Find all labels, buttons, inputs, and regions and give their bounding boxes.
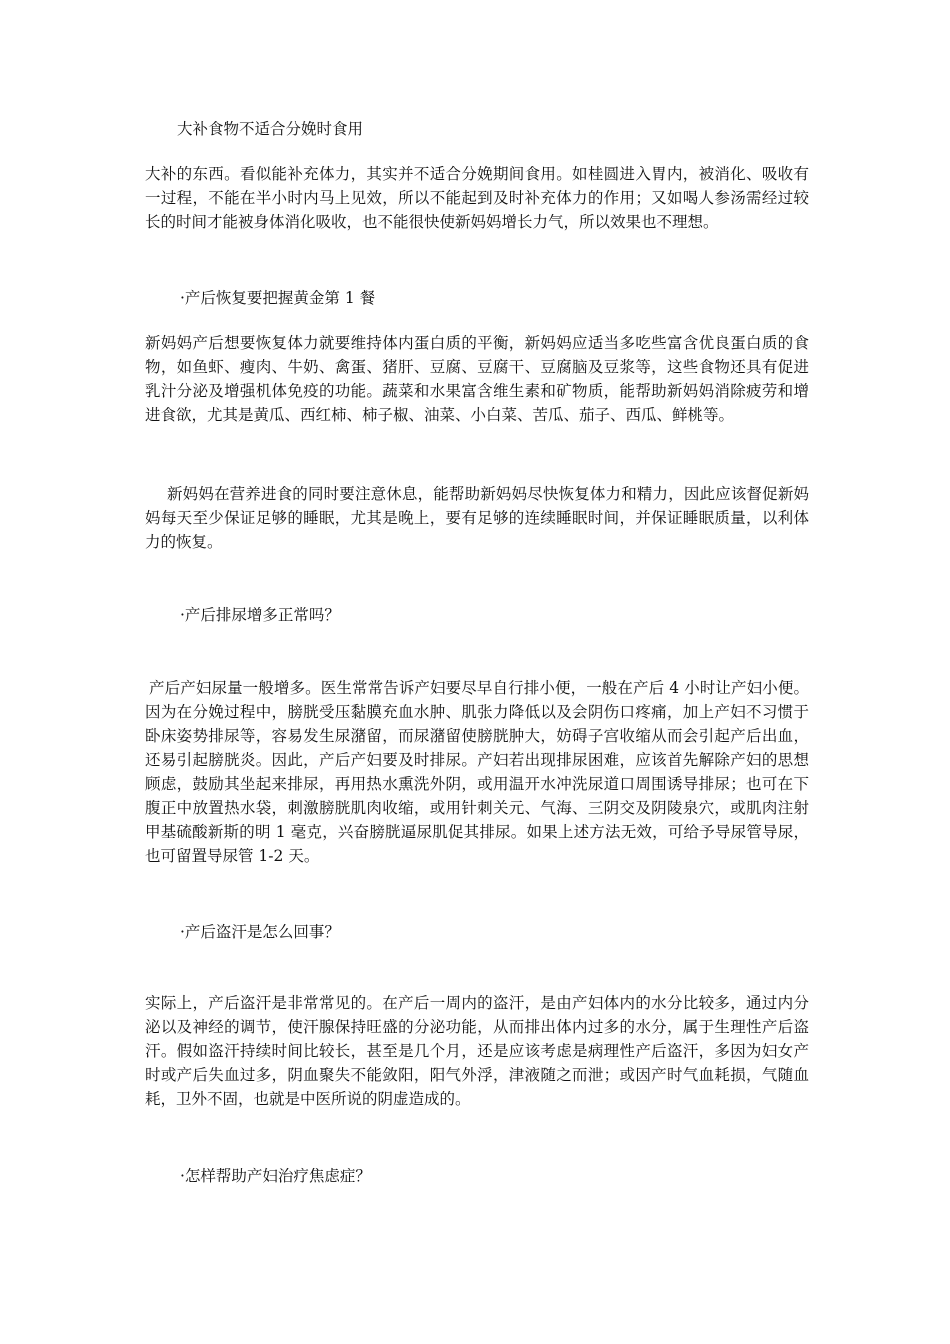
section-heading-first-meal: ·产后恢复要把握黄金第 1 餐: [180, 289, 376, 307]
paragraph-urination: 产后产妇尿量一般增多。医生常常告诉产妇要尽早自行排小便，一般在产后 4 小时让产妇小便。因为在分娩过程中，膀胱受压黏膜充血水肿、肌张力降低以及会阴伤口疼痛，加上产妇不习惯于卧床姿势排尿等，容易发生尿潴留，而尿潴留使膀胱肿大，妨碍子宫收缩从而会引起产后出血，还易引起膀胱炎。因此，产后产妇要及时排尿。产妇若出现排尿困难，应该首先解除产妇的思想顾虑，鼓励其坐起来排尿，再用热水熏洗外阴，或用温开水冲洗尿道口周围诱导排尿；也可在下腹正中放置热水袋，刺激膀胱肌肉收缩，或用针刺关元、气海、三阴交及阴陵泉穴，或肌肉注射甲基硫酸新斯的明 1 毫克，兴奋膀胱逼尿肌促其排尿。如果上述方法无效，可给予导尿管导尿，也可留置导尿管 1-2 天。: [145, 679, 809, 865]
section-heading-anxiety: ·怎样帮助产妇治疗焦虑症？: [180, 1167, 371, 1185]
paragraph-first-meal-rest: 新妈妈在营养进食的同时要注意休息，能帮助新妈妈尽快恢复体力和精力，因此应该督促新妈妈每天至少保证足够的睡眠，尤其是晚上，要有足够的连续睡眠时间，并保证睡眠质量，以利体力的恢复。: [145, 485, 809, 551]
section-heading-labor-food: 大补食物不适合分娩时食用: [177, 120, 364, 138]
paragraph-first-meal-protein: 新妈妈产后想要恢复体力就要维持体内蛋白质的平衡，新妈妈应适当多吃些富含优良蛋白质的食物，如鱼虾、瘦肉、牛奶、禽蛋、猪肝、豆腐、豆腐干、豆腐脑及豆浆等，这些食物还具有促进乳汁分泌及增强机体免疫的功能。蔬菜和水果富含维生素和矿物质，能帮助新妈妈消除疲劳和增进食欲，尤其是黄瓜、西红柿、柿子椒、油菜、小白菜、苦瓜、茄子、西瓜、鲜桃等。: [145, 334, 809, 424]
section-heading-urination: ·产后排尿增多正常吗？: [180, 606, 340, 624]
section-heading-night-sweat: ·产后盗汗是怎么回事？: [180, 923, 340, 941]
paragraph-labor-food: 大补的东西。看似能补充体力，其实并不适合分娩期间食用。如桂圆进入胃内，被消化、吸收有一过程，不能在半小时内马上见效，所以不能起到及时补充体力的作用；又如喝人参汤需经过较长的时间才能被身体消化吸收，也不能很快使新妈妈增长力气，所以效果也不理想。: [145, 165, 809, 231]
paragraph-night-sweat: 实际上，产后盗汗是非常常见的。在产后一周内的盗汗，是由产妇体内的水分比较多，通过内分泌以及神经的调节，使汗腺保持旺盛的分泌功能，从而排出体内过多的水分，属于生理性产后盗汗。假如盗汗持续时间比较长，甚至是几个月，还是应该考虑是病理性产后盗汗，多因为妇女产时或产后失血过多，阴血聚失不能敛阳，阳气外浮，津液随之而泄；或因产时气血耗损，气随血耗，卫外不固，也就是中医所说的阴虚造成的。: [145, 994, 809, 1108]
